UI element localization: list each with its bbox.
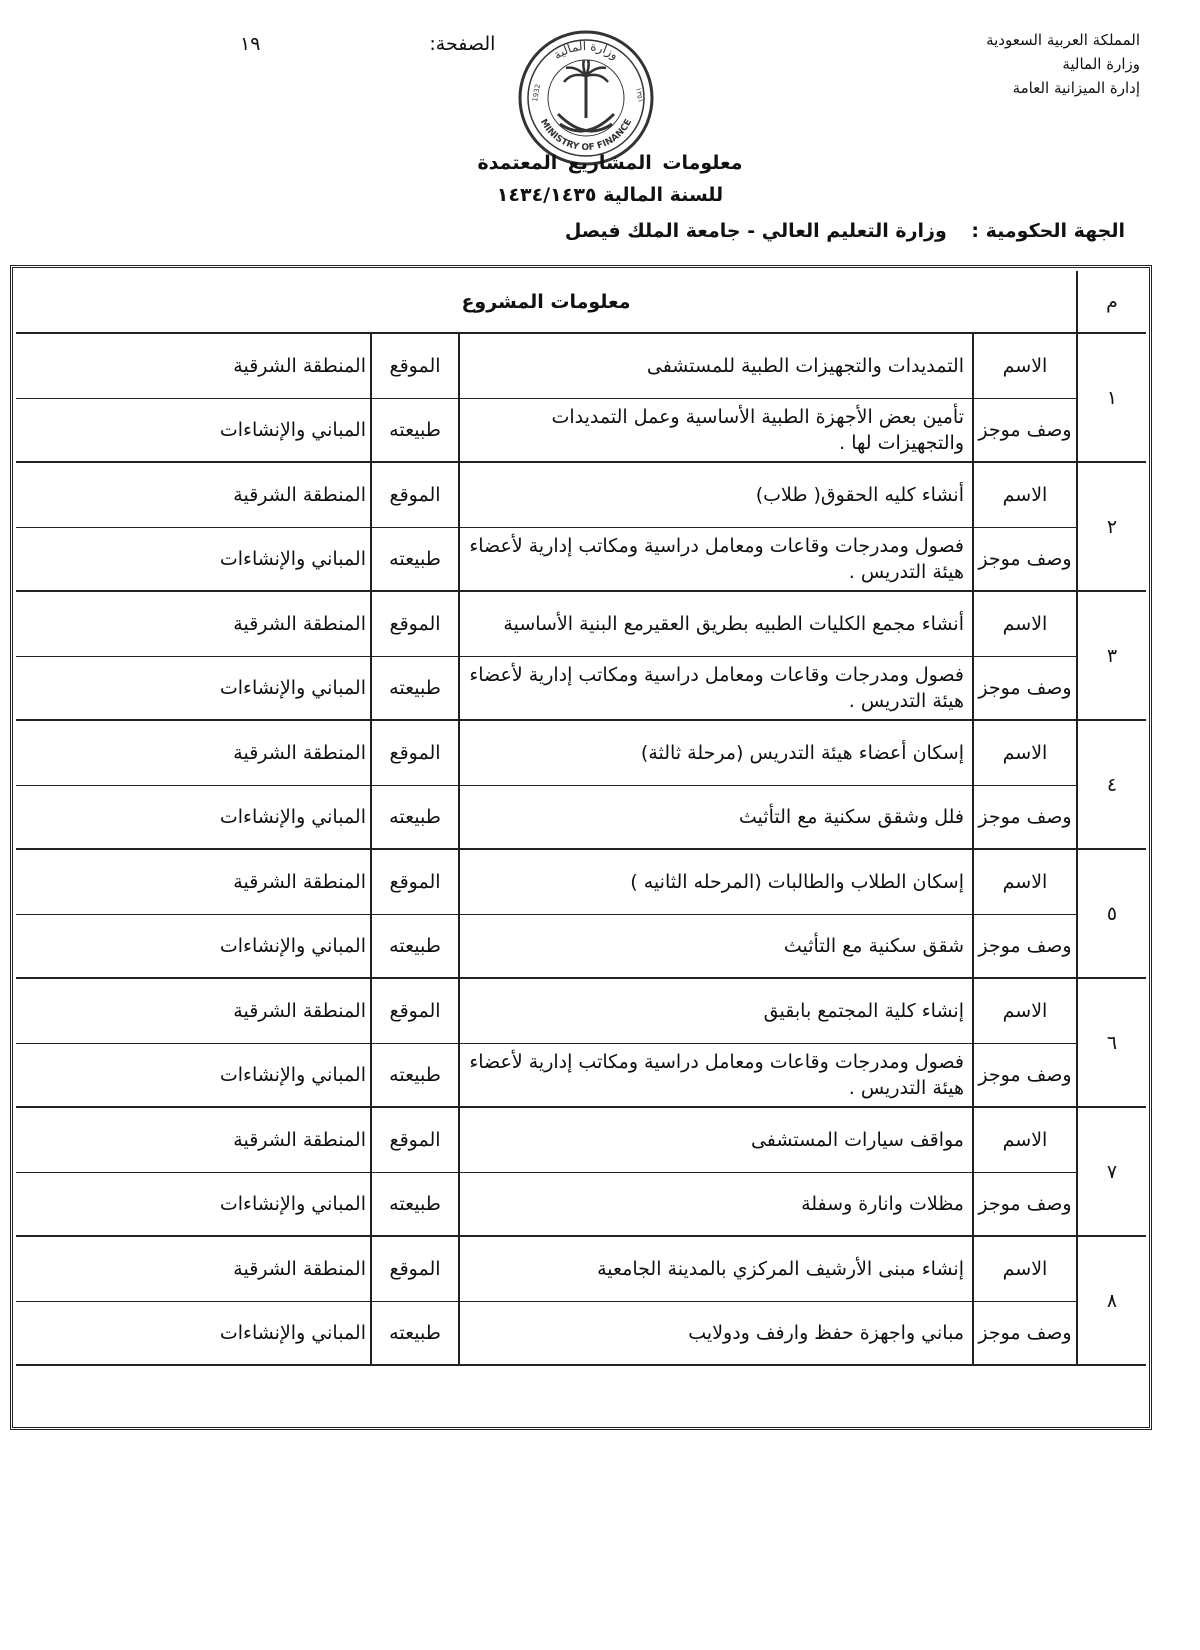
issuer-block — [880, 28, 1140, 100]
project-name: أنشاء كليه الحقوق( طلاب) — [458, 463, 972, 527]
row-label-brief: وصف موجز — [972, 399, 1076, 462]
project-name: مواقف سيارات المستشفى — [458, 1108, 972, 1172]
project-number: ٥ — [1076, 850, 1146, 977]
row-label-name: الاسم — [972, 1237, 1076, 1301]
row-label-nature: طبيعته — [370, 657, 458, 720]
row-label-name: الاسم — [972, 592, 1076, 656]
project-number: ٦ — [1076, 979, 1146, 1106]
row-label-nature: طبيعته — [370, 1302, 458, 1365]
row-label-brief: وصف موجز — [972, 1302, 1076, 1365]
project-nature: المباني والإنشاءات — [219, 676, 366, 699]
project-location: المنطقة الشرقية — [233, 870, 366, 893]
project-nature: المباني والإنشاءات — [219, 1321, 366, 1344]
page-indicator — [240, 33, 496, 55]
project-brief: تأمين بعض الأجهزة الطبية الأساسية وعمل التمديدات والتجهيزات لها . — [458, 399, 972, 462]
project-number: ١ — [1076, 334, 1146, 461]
row-label-name: الاسم — [972, 850, 1076, 914]
project-name-row — [16, 850, 1146, 915]
row-label-name: الاسم — [972, 1108, 1076, 1172]
project-location: المنطقة الشرقية — [233, 1128, 366, 1151]
fiscal-year: للسنة المالية ١٤٣٤/١٤٣٥ — [496, 184, 724, 206]
project-name-row — [16, 592, 1146, 657]
row-label-location: الموقع — [370, 463, 458, 527]
project-brief-row — [16, 1173, 1146, 1238]
project-brief-row — [16, 528, 1146, 593]
project-brief: فصول ومدرجات وقاعات ومعامل دراسية ومكاتب إدارية لأعضاء هيئة التدريس . — [458, 657, 972, 720]
row-label-location: الموقع — [370, 334, 458, 398]
row-label-name: الاسم — [972, 721, 1076, 785]
ministry-seal-logo — [516, 28, 656, 168]
project-nature: المباني والإنشاءات — [219, 805, 366, 828]
project-location: المنطقة الشرقية — [233, 483, 366, 506]
project-nature: المباني والإنشاءات — [219, 1192, 366, 1215]
project-name: أنشاء مجمع الكليات الطبيه بطريق العقيرمع البنية الأساسية — [458, 592, 972, 656]
project-location: المنطقة الشرقية — [233, 1257, 366, 1280]
svg-text:وزارة المالية: وزارة المالية — [550, 38, 622, 63]
row-label-brief: وصف موجز — [972, 528, 1076, 591]
row-label-nature: طبيعته — [370, 786, 458, 849]
row-label-nature: طبيعته — [370, 1044, 458, 1107]
project-name-row — [16, 1237, 1146, 1302]
project-number: ٤ — [1076, 721, 1146, 848]
project-brief-row — [16, 786, 1146, 851]
project-brief: مظلات وانارة وسفلة — [458, 1173, 972, 1236]
project-number: ٢ — [1076, 463, 1146, 590]
project-number: ٣ — [1076, 592, 1146, 719]
row-label-nature: طبيعته — [370, 915, 458, 978]
government-entity — [565, 220, 1125, 242]
project-nature: المباني والإنشاءات — [219, 418, 366, 441]
project-location: المنطقة الشرقية — [233, 354, 366, 377]
project-brief: مباني واجهزة حفظ وارفف ودولايب — [458, 1302, 972, 1365]
row-label-name: الاسم — [972, 334, 1076, 398]
row-label-name: الاسم — [972, 979, 1076, 1043]
project-name: التمديدات والتجهيزات الطبية للمستشفى — [458, 334, 972, 398]
svg-text:MINISTRY OF FINANCE: MINISTRY OF FINANCE — [537, 117, 635, 154]
project-name-row — [16, 334, 1146, 399]
row-label-brief: وصف موجز — [972, 915, 1076, 978]
projects-table — [10, 265, 1152, 1430]
project-brief: فصول ومدرجات وقاعات ومعامل دراسية ومكاتب إدارية لأعضاء هيئة التدريس . — [458, 528, 972, 591]
row-label-location: الموقع — [370, 721, 458, 785]
row-label-brief: وصف موجز — [972, 1173, 1076, 1236]
page-number: ١٩ — [240, 33, 261, 55]
project-nature: المباني والإنشاءات — [219, 934, 366, 957]
project-brief-row — [16, 1302, 1146, 1367]
row-label-brief: وصف موجز — [972, 657, 1076, 720]
project-brief: شقق سكنية مع التأثيث — [458, 915, 972, 978]
row-label-location: الموقع — [370, 592, 458, 656]
project-name: إنشاء كلية المجتمع بابقيق — [458, 979, 972, 1043]
project-name: إسكان أعضاء هيئة التدريس (مرحلة ثالثة) — [458, 721, 972, 785]
col-m-header: م — [1076, 271, 1146, 332]
row-label-brief: وصف موجز — [972, 1044, 1076, 1107]
project-brief-row — [16, 399, 1146, 464]
department-name: إدارة الميزانية العامة — [1012, 79, 1140, 97]
project-brief-row — [16, 657, 1146, 722]
col-info-header: معلومات المشروع — [461, 290, 631, 313]
project-name: إسكان الطلاب والطالبات (المرحله الثانيه ) — [458, 850, 972, 914]
table-header — [16, 271, 1146, 334]
svg-text:1932: 1932 — [531, 83, 543, 103]
project-nature: المباني والإنشاءات — [219, 547, 366, 570]
project-number: ٨ — [1076, 1237, 1146, 1364]
project-name-row — [16, 463, 1146, 528]
document-title: معلومات المشاريع المعتمدة — [477, 152, 743, 174]
row-label-location: الموقع — [370, 1237, 458, 1301]
svg-text:١٣٥١: ١٣٥١ — [634, 86, 645, 104]
project-brief: فصول ومدرجات وقاعات ومعامل دراسية ومكاتب إدارية لأعضاء هيئة التدريس . — [458, 1044, 972, 1107]
row-label-location: الموقع — [370, 1108, 458, 1172]
row-label-nature: طبيعته — [370, 1173, 458, 1236]
project-location: المنطقة الشرقية — [233, 999, 366, 1022]
project-location: المنطقة الشرقية — [233, 741, 366, 764]
row-label-name: الاسم — [972, 463, 1076, 527]
ministry-name: وزارة المالية — [1062, 55, 1140, 73]
row-label-location: الموقع — [370, 850, 458, 914]
row-label-nature: طبيعته — [370, 528, 458, 591]
project-brief-row — [16, 915, 1146, 980]
project-nature: المباني والإنشاءات — [219, 1063, 366, 1086]
row-label-nature: طبيعته — [370, 399, 458, 462]
project-number: ٧ — [1076, 1108, 1146, 1235]
row-label-brief: وصف موجز — [972, 786, 1076, 849]
project-name-row — [16, 721, 1146, 786]
project-name-row — [16, 979, 1146, 1044]
country-name: المملكة العربية السعودية — [986, 31, 1140, 49]
row-label-location: الموقع — [370, 979, 458, 1043]
gov-label: الجهة الحكومية : — [971, 220, 1125, 242]
project-name: إنشاء مبنى الأرشيف المركزي بالمدينة الجامعية — [458, 1237, 972, 1301]
page-label: الصفحة: — [429, 33, 496, 55]
project-brief: فلل وشقق سكنية مع التأثيث — [458, 786, 972, 849]
project-brief-row — [16, 1044, 1146, 1109]
project-location: المنطقة الشرقية — [233, 612, 366, 635]
gov-value: وزارة التعليم العالي - جامعة الملك فيصل — [564, 220, 947, 242]
project-name-row — [16, 1108, 1146, 1173]
